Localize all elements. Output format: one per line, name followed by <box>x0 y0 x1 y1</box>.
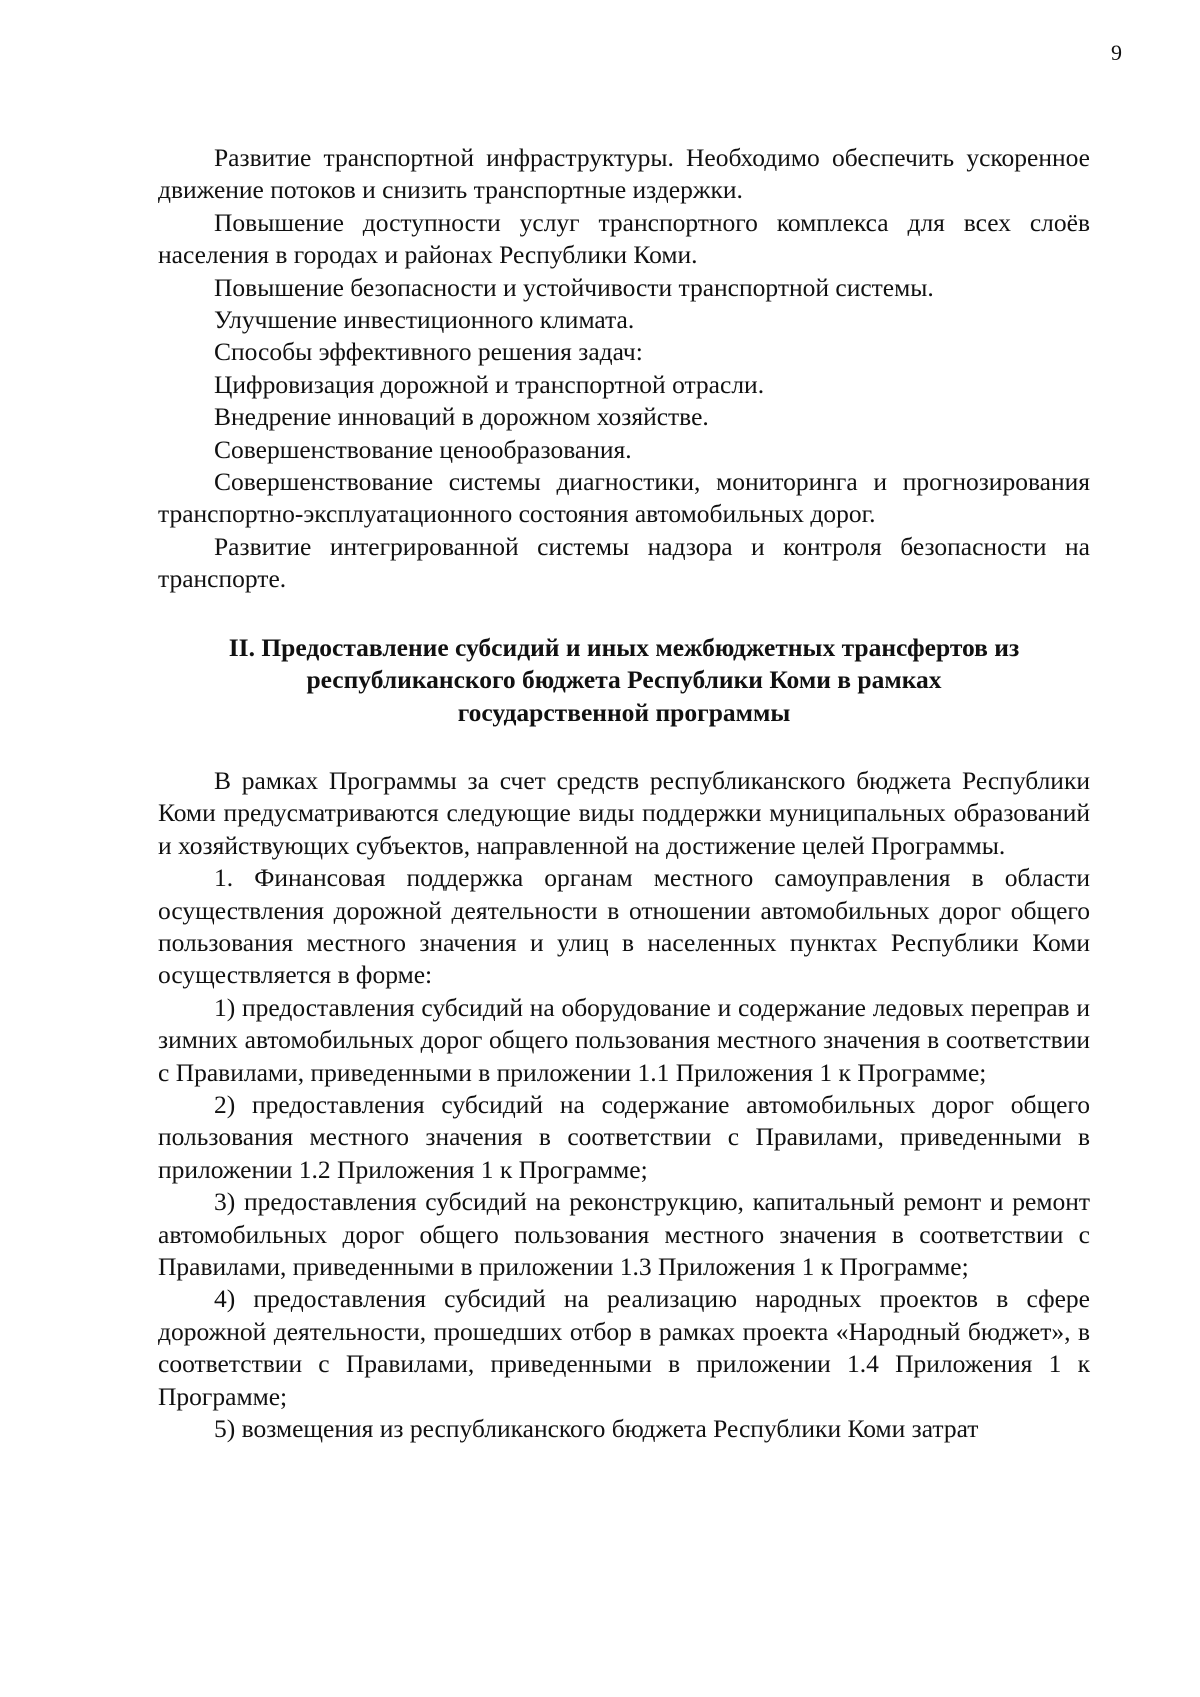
paragraph: Повышение доступности услуг транспортного комплекса для всех слоёв населения в городах и районах Республики Коми. <box>158 207 1090 270</box>
document-body <box>158 142 1090 1445</box>
paragraph: Развитие транспортной инфраструктуры. Необходимо обеспечить ускоренное движение потоков и снизить транспортные издержки. <box>158 143 1090 205</box>
section-heading-line: II. Предоставление субсидий и иных межбюджетных трансфертов из <box>228 632 1020 662</box>
paragraph: Цифровизация дорожной и транспортной отрасли. <box>214 369 765 399</box>
section-heading <box>158 632 1090 729</box>
paragraph: Развитие интегрированной системы надзора и контроля безопасности на транспорте. <box>158 531 1090 594</box>
section-heading-line: республиканского бюджета Республики Коми в рамках <box>306 665 942 695</box>
list-item: 3) предоставления субсидий на реконструкцию, капитальный ремонт и ремонт автомобильных дорог общего пользования местного значения в соответствии с Правилами, приведенными в приложении 1.3 Приложения 1 к Программе; <box>158 1187 1090 1281</box>
list-item: 4) предоставления субсидий на реализацию народных проектов в сфере дорожной деятельности, прошедших отбор в рамках проекта «Народный бюджет», в соответствии с Правилами, приведенными в приложении 1.4 Приложения 1 к Программе; <box>158 1284 1090 1411</box>
paragraph: В рамках Программы за счет средств республиканского бюджета Республики Коми предусматриваются следующие виды поддержки муниципальных образований и хозяйствующих субъектов, направленной на достижение целей Программы. <box>158 765 1090 860</box>
page-number: 9 <box>1111 40 1122 65</box>
list-item: 5) возмещения из республиканского бюджета Республики Коми затрат <box>214 1414 979 1444</box>
paragraph: Совершенствование системы диагностики, мониторинга и прогнозирования транспортно-эксплуатационного состояния автомобильных дорог. <box>158 467 1090 529</box>
list-item: 2) предоставления субсидий на содержание автомобильных дорог общего пользования местного значения в соответствии с Правилами, приведенными в приложении 1.2 Приложения 1 к Программе; <box>158 1089 1090 1184</box>
paragraph: Повышение безопасности и устойчивости транспортной системы. <box>214 272 934 302</box>
paragraph: Способы эффективного решения задач: <box>214 337 643 367</box>
paragraph: 1. Финансовая поддержка органам местного самоуправления в области осуществления дорожной деятельности в отношении автомобильных дорог общего пользования местного значения и улиц в населенных пунктах Республики Коми осуществляется в форме: <box>158 863 1090 990</box>
paragraph: Совершенствование ценообразования. <box>214 434 632 464</box>
paragraph: Внедрение инноваций в дорожном хозяйстве. <box>214 402 709 432</box>
section-heading-line: государственной программы <box>457 697 791 727</box>
list-item: 1) предоставления субсидий на оборудование и содержание ледовых переправ и зимних автомобильных дорог общего пользования местного значения в соответствии с Правилами, приведенными в приложении 1.1 Приложения 1 к Программе; <box>158 992 1090 1087</box>
paragraph: Улучшение инвестиционного климата. <box>214 305 635 335</box>
